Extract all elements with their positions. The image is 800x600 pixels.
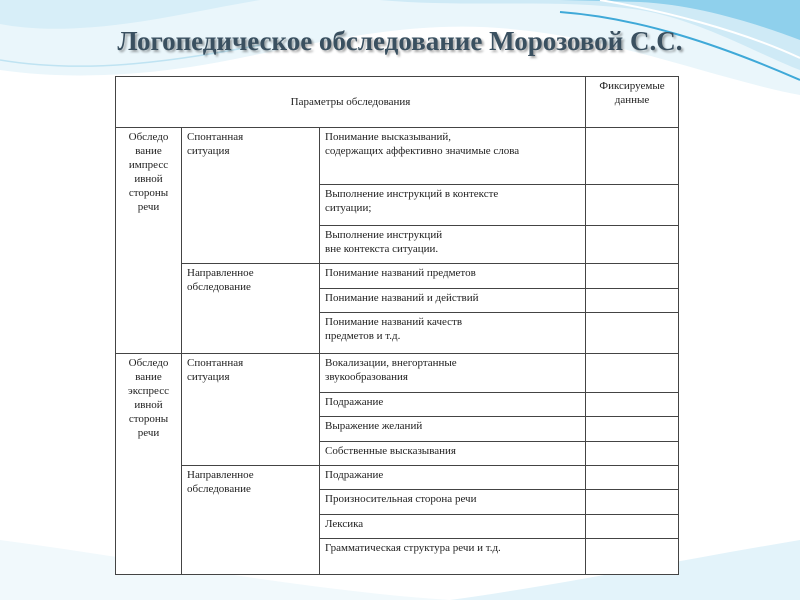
- item-cell: Грамматическая структура речи и т.д.: [320, 539, 586, 575]
- fixed-data-cell[interactable]: [586, 264, 679, 288]
- group-spontaneous-2: Спонтанная ситуация: [182, 353, 320, 465]
- fixed-data-cell[interactable]: [586, 490, 679, 514]
- fixed-data-cell[interactable]: [586, 392, 679, 416]
- item-cell: Подражание: [320, 465, 586, 489]
- page-title: Логопедическое обследование Морозовой С.С.: [117, 26, 683, 56]
- item-cell: Выполнение инструкций вне контекста ситуации.: [320, 225, 586, 264]
- table-row: [116, 465, 679, 489]
- item-cell: Произносительная сторона речи: [320, 490, 586, 514]
- item-cell: Вокализации, внегортанные звукообразования: [320, 353, 586, 392]
- item-cell: Лексика: [320, 514, 586, 538]
- header-fixed-data: Фиксируемые данные: [586, 77, 679, 128]
- fixed-data-cell[interactable]: [586, 417, 679, 441]
- fixed-data-cell[interactable]: [586, 465, 679, 489]
- fixed-data-cell[interactable]: [586, 225, 679, 264]
- table-row: [116, 353, 679, 392]
- group-spontaneous-1: Спонтанная ситуация: [182, 127, 320, 263]
- fixed-data-cell[interactable]: [586, 353, 679, 392]
- item-cell: Понимание высказываний, содержащих аффективно значимые слова: [320, 127, 586, 184]
- table-row: [116, 264, 679, 288]
- table-header-row: [116, 77, 679, 128]
- examination-table: [115, 76, 679, 575]
- item-cell: Выполнение инструкций в контексте ситуации;: [320, 184, 586, 225]
- header-params: Параметры обследования: [116, 77, 586, 128]
- fixed-data-cell[interactable]: [586, 184, 679, 225]
- fixed-data-cell[interactable]: [586, 539, 679, 575]
- fixed-data-cell[interactable]: [586, 127, 679, 184]
- group-directed-1: Направленное обследование: [182, 264, 320, 354]
- table-row: [116, 127, 679, 184]
- item-cell: Понимание названий предметов: [320, 264, 586, 288]
- item-cell: Понимание названий качеств предметов и т.д.: [320, 313, 586, 354]
- item-cell: Выражение желаний: [320, 417, 586, 441]
- section-expressive-speech: Обследо вание экспресс ивной стороны речи: [116, 353, 182, 574]
- item-cell: Понимание названий и действий: [320, 288, 586, 312]
- fixed-data-cell[interactable]: [586, 313, 679, 354]
- fixed-data-cell[interactable]: [586, 441, 679, 465]
- fixed-data-cell[interactable]: [586, 514, 679, 538]
- item-cell: Собственные высказывания: [320, 441, 586, 465]
- fixed-data-cell[interactable]: [586, 288, 679, 312]
- item-cell: Подражание: [320, 392, 586, 416]
- group-directed-2: Направленное обследование: [182, 465, 320, 574]
- section-impressive-speech: Обследо вание импресс ивной стороны речи: [116, 127, 182, 353]
